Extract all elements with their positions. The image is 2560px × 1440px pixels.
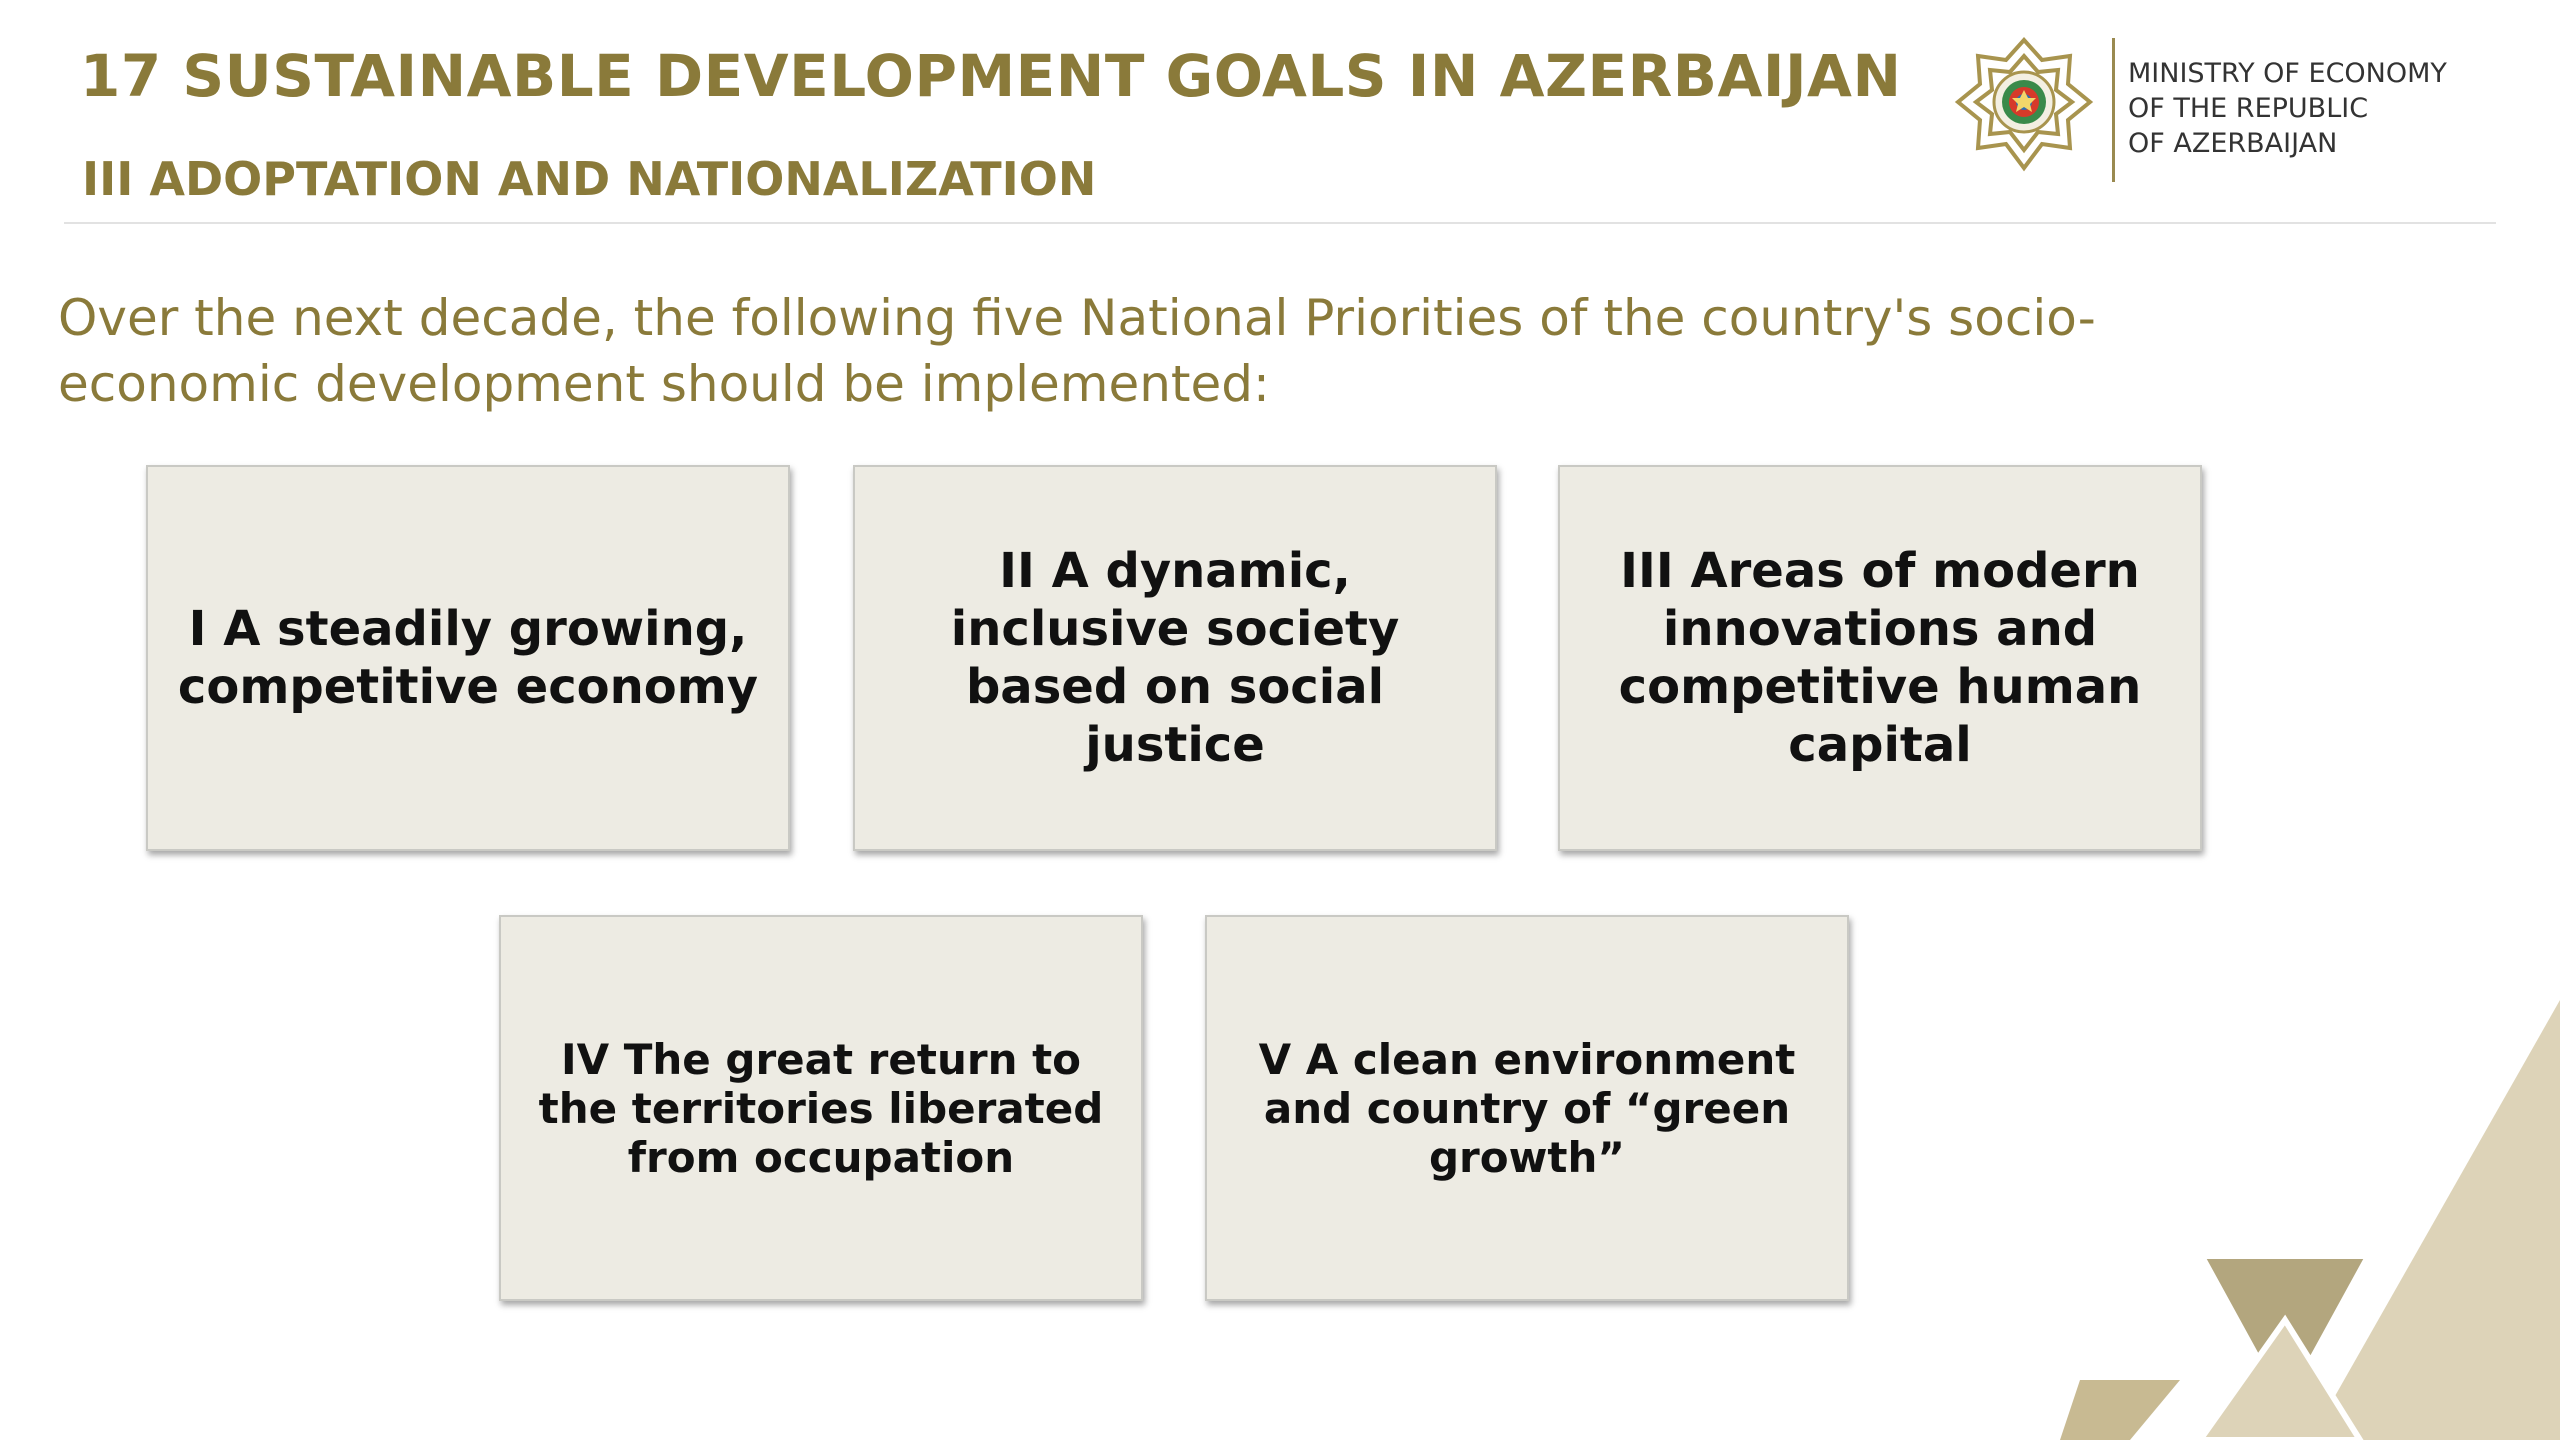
priority-card-3 [1558, 465, 2202, 851]
priority-label-4: IV The great return to the territories liberated from occupation [538, 1034, 1104, 1182]
priority-label-2: II A dynamic, inclusive society based on social justice [950, 543, 1400, 773]
ministry-line-2: OF THE REPUBLIC [2128, 93, 2369, 124]
priority-label-3: III Areas of modern innovations and competitive human capital [1618, 543, 2142, 773]
triangle-decoration [2060, 990, 2560, 1440]
priority-label-5: V A clean environment and country of “green growth” [1258, 1034, 1796, 1182]
header-divider [64, 222, 2496, 224]
ministry-line-1: MINISTRY OF ECONOMY [2128, 58, 2447, 89]
priority-card-4 [499, 915, 1143, 1301]
ministry-line-3: OF AZERBAIJAN [2128, 128, 2338, 159]
priority-card-5 [1205, 915, 1849, 1301]
ministry-name [2128, 56, 2447, 161]
priority-card-1 [146, 465, 790, 851]
page-title: 17 SUSTAINABLE DEVELOPMENT GOALS IN AZERBAIJAN [80, 42, 1902, 110]
section-subtitle: III ADOPTATION AND NATIONALIZATION [82, 152, 1097, 206]
ministry-emblem-icon [1944, 34, 2104, 184]
logo-divider [2112, 38, 2115, 182]
priority-label-1: I A steadily growing, competitive economy [177, 601, 759, 715]
intro-text: Over the next decade, the following five National Priorities of the country's socio-economic development should be implemented: [58, 289, 2096, 413]
priority-card-2 [853, 465, 1497, 851]
